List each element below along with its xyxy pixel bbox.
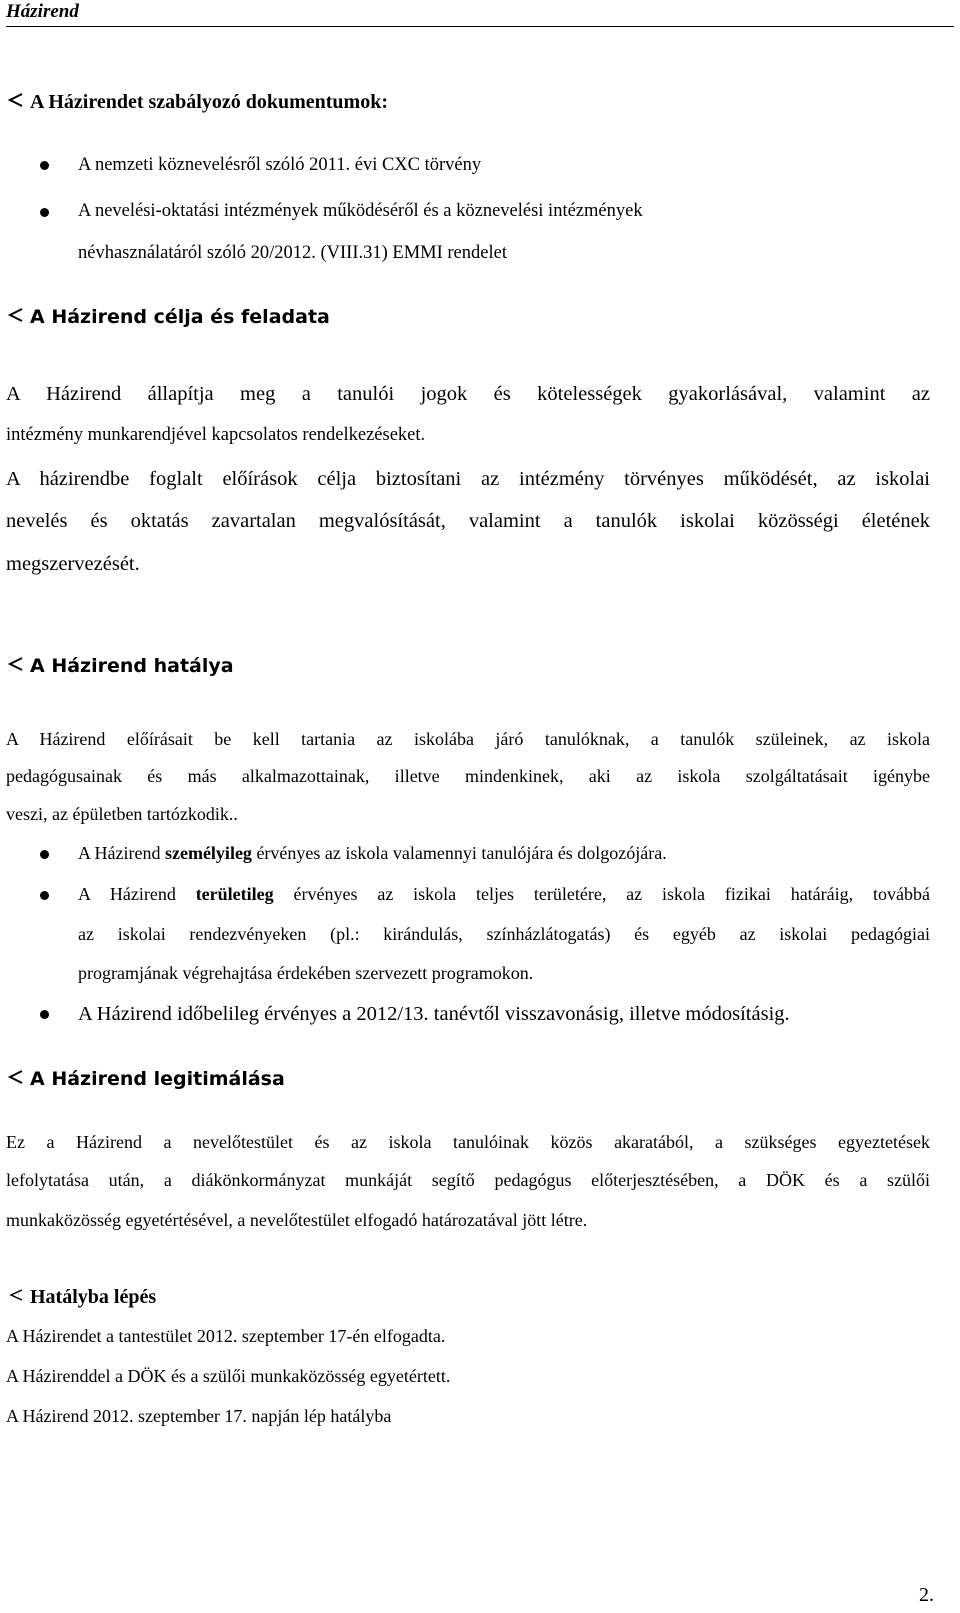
bullet-dot-icon bbox=[40, 1010, 49, 1019]
paragraph-line: lefolytatása után, a diákönkormányzat munkáját segítő pedagógus előterjesztésében, a DÖK és a szülői bbox=[6, 1170, 930, 1190]
arrow-bullet-icon bbox=[8, 1069, 24, 1085]
page-number: 2. bbox=[919, 1584, 934, 1606]
list-item-text: A Házirend bbox=[78, 843, 165, 863]
list-item bbox=[78, 881, 930, 909]
paragraph-line: munkaközösség egyetértésével, a nevelőtestület elfogadó határozatával jött létre. bbox=[6, 1210, 588, 1230]
list-item-continuation: az iskolai rendezvényeken (pl.: kirándulás, színházlátogatás) és egyéb az iskolai pedagógiai bbox=[78, 924, 930, 944]
section-heading-legitimation bbox=[8, 1065, 285, 1093]
section-heading-effective bbox=[8, 1283, 156, 1311]
list-item-text: A Házirend bbox=[78, 884, 196, 904]
list-item: A nemzeti köznevelésről szóló 2011. évi CXC törvény bbox=[78, 155, 482, 175]
list-item-text: érvényes az iskola teljes területére, az iskola fizikai határáig, továbbá bbox=[273, 884, 930, 904]
paragraph-line: A Házirendet a tantestület 2012. szeptember 17-én elfogadta. bbox=[6, 1326, 446, 1346]
list-item-continuation: névhasználatáról szóló 20/2012. (VIII.31) EMMI rendelet bbox=[78, 243, 507, 263]
arrow-bullet-icon bbox=[8, 1287, 24, 1303]
section-heading-text: A Házirendet szabályozó dokumentumok: bbox=[30, 91, 388, 113]
paragraph-line: nevelés és oktatás zavartalan megvalósítását, valamint a tanulók iskolai közösségi életének bbox=[6, 510, 930, 532]
paragraph-line: A Házirenddel a DÖK és a szülői munkaközösség egyetértett. bbox=[6, 1366, 451, 1386]
section-heading-purpose bbox=[8, 303, 330, 331]
section-heading-documents bbox=[8, 88, 388, 116]
section-heading-text: Hatályba lépés bbox=[30, 1286, 157, 1308]
bullet-dot-icon bbox=[40, 891, 49, 900]
arrow-bullet-icon bbox=[8, 656, 24, 672]
arrow-bullet-icon bbox=[8, 307, 24, 323]
bullet-dot-icon bbox=[40, 161, 49, 170]
paragraph-line: veszi, az épületben tartózkodik.. bbox=[6, 804, 238, 824]
list-item: A Házirend időbelileg érvényes a 2012/13. tanévtől visszavonásig, illetve módosításig. bbox=[78, 1003, 790, 1025]
arrow-bullet-icon bbox=[8, 92, 24, 108]
bullet-dot-icon bbox=[40, 208, 49, 217]
list-item-text: érvényes az iskola valamennyi tanulójára és dolgozójára. bbox=[251, 843, 667, 863]
paragraph-line: A Házirend 2012. szeptember 17. napján lép hatályba bbox=[6, 1406, 392, 1426]
paragraph-line: intézmény munkarendjével kapcsolatos rendelkezéseket. bbox=[6, 425, 426, 445]
paragraph-line: pedagógusainak és más alkalmazottainak, illetve mindenkinek, aki az iskola szolgáltatásait igénybe bbox=[6, 766, 930, 786]
bullet-dot-icon bbox=[40, 850, 49, 859]
paragraph-line: megszervezését. bbox=[6, 553, 140, 575]
section-heading-text: A Házirend hatálya bbox=[30, 655, 234, 677]
paragraph-line: Ez a Házirend a nevelőtestület és az iskola tanulóinak közös akaratából, a szükséges egyeztetések bbox=[6, 1132, 930, 1152]
running-header bbox=[6, 0, 954, 27]
section-heading-text: A Házirend legitimálása bbox=[30, 1068, 285, 1090]
list-item bbox=[78, 840, 667, 866]
list-item-emphasis: területileg bbox=[195, 884, 274, 904]
list-item-emphasis: személyileg bbox=[164, 843, 252, 863]
list-item: A nevelési-oktatási intézmények működéséről és a köznevelési intézmények bbox=[78, 201, 643, 221]
paragraph-line: A Házirend állapítja meg a tanulói jogok és kötelességek gyakorlásával, valamint az bbox=[6, 383, 930, 405]
paragraph-line: A házirendbe foglalt előírások célja biztosítani az intézmény törvényes működését, az iskolai bbox=[6, 468, 930, 490]
list-item-continuation: programjának végrehajtása érdekében szervezett programokon. bbox=[78, 963, 534, 983]
paragraph-line: A Házirend előírásait be kell tartania az iskolába járó tanulóknak, a tanulók szüleinek, az iskola bbox=[6, 729, 930, 749]
section-heading-scope bbox=[8, 652, 234, 680]
header-title: Házirend bbox=[6, 1, 79, 22]
section-heading-text: A Házirend célja és feladata bbox=[30, 306, 330, 328]
